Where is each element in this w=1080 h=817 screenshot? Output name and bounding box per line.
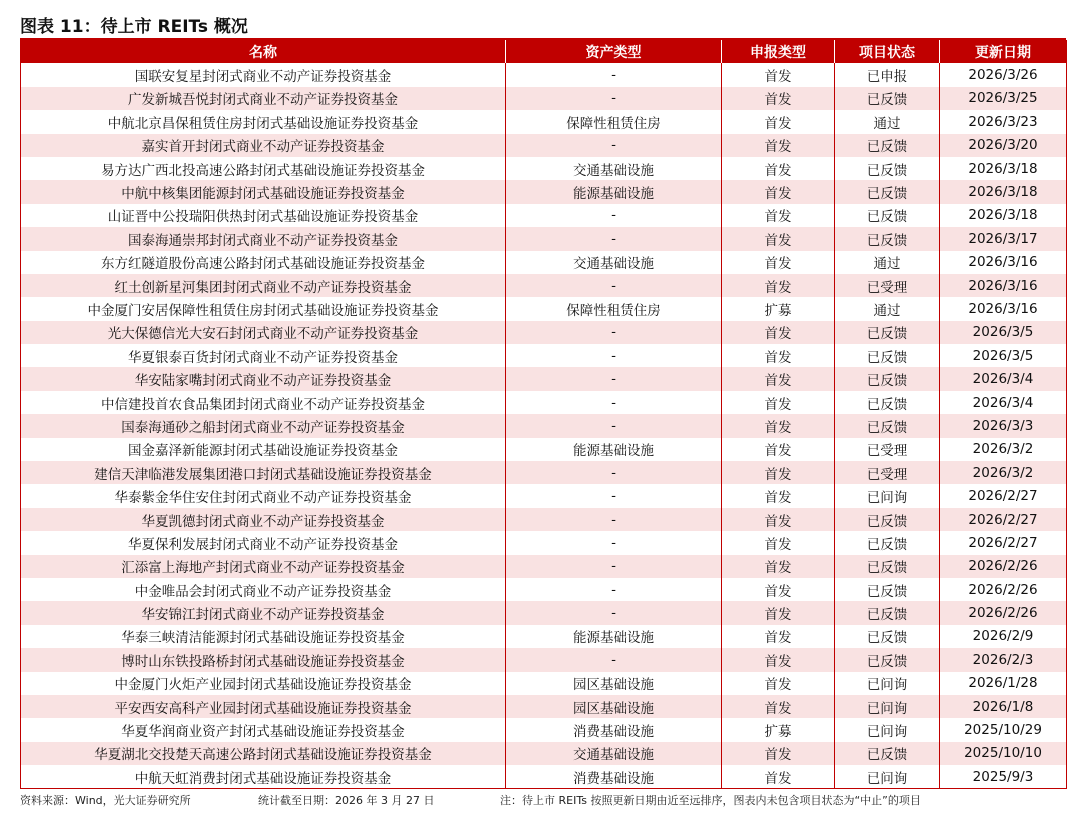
cell-name: 华夏湖北交投楚天高速公路封闭式基础设施证券投资基金 xyxy=(21,742,506,765)
table-row xyxy=(21,204,1067,227)
table-row xyxy=(21,251,1067,274)
cell-name: 汇添富上海地产封闭式商业不动产证券投资基金 xyxy=(21,555,506,578)
cell-filing-type: 首发 xyxy=(722,648,835,671)
cell-asset-type: - xyxy=(506,461,722,484)
cell-name: 中航北京昌保租赁住房封闭式基础设施证券投资基金 xyxy=(21,110,506,133)
cell-name: 华泰紫金华住安住封闭式商业不动产证券投资基金 xyxy=(21,484,506,507)
cell-update-date: 2025/10/10 xyxy=(940,742,1067,765)
cell-name: 国金嘉泽新能源封闭式基础设施证券投资基金 xyxy=(21,438,506,461)
cell-name: 华夏保利发展封闭式商业不动产证券投资基金 xyxy=(21,531,506,554)
table-row xyxy=(21,157,1067,180)
cell-update-date: 2026/2/27 xyxy=(940,508,1067,531)
cell-name: 东方红隧道股份高速公路封闭式基础设施证券投资基金 xyxy=(21,251,506,274)
header-col-update-date: 更新日期 xyxy=(940,40,1067,63)
table-row xyxy=(21,367,1067,390)
cell-update-date: 2026/3/5 xyxy=(940,344,1067,367)
cell-filing-type: 首发 xyxy=(722,87,835,110)
cell-asset-type: - xyxy=(506,601,722,624)
footer-source: 资料来源：Wind，光大证券研究所 xyxy=(20,794,191,807)
table-row xyxy=(21,508,1067,531)
cell-status: 已反馈 xyxy=(835,578,940,601)
cell-name: 国泰海通崇邦封闭式商业不动产证券投资基金 xyxy=(21,227,506,250)
cell-update-date: 2026/2/26 xyxy=(940,578,1067,601)
cell-filing-type: 首发 xyxy=(722,461,835,484)
footer-cutoff: 统计截至日期：2026 年 3 月 27 日 xyxy=(258,794,435,807)
cell-update-date: 2026/2/27 xyxy=(940,531,1067,554)
table-row xyxy=(21,321,1067,344)
cell-name: 广发新城吾悦封闭式商业不动产证券投资基金 xyxy=(21,87,506,110)
table-row xyxy=(21,180,1067,203)
table-row xyxy=(21,601,1067,624)
cell-name: 华夏凯德封闭式商业不动产证券投资基金 xyxy=(21,508,506,531)
cell-status: 已反馈 xyxy=(835,508,940,531)
cell-status: 已受理 xyxy=(835,438,940,461)
table-row xyxy=(21,344,1067,367)
cell-filing-type: 首发 xyxy=(722,180,835,203)
table-row xyxy=(21,414,1067,437)
cell-status: 已反馈 xyxy=(835,648,940,671)
table-row xyxy=(21,742,1067,765)
cell-status: 已问询 xyxy=(835,695,940,718)
cell-filing-type: 首发 xyxy=(722,508,835,531)
cell-update-date: 2025/10/29 xyxy=(940,718,1067,741)
cell-status: 已问询 xyxy=(835,484,940,507)
cell-update-date: 2026/2/26 xyxy=(940,555,1067,578)
cell-asset-type: 交通基础设施 xyxy=(506,157,722,180)
header-row xyxy=(21,40,1067,63)
cell-asset-type: - xyxy=(506,134,722,157)
cell-asset-type: 能源基础设施 xyxy=(506,438,722,461)
cell-update-date: 2026/2/3 xyxy=(940,648,1067,671)
table-header xyxy=(21,40,1067,63)
table-row xyxy=(21,555,1067,578)
cell-update-date: 2026/2/9 xyxy=(940,625,1067,648)
cell-status: 已问询 xyxy=(835,765,940,788)
cell-update-date: 2026/3/23 xyxy=(940,110,1067,133)
figure-title: 图表 11：待上市 REITs 概况 xyxy=(20,17,248,37)
cell-update-date: 2026/3/2 xyxy=(940,461,1067,484)
cell-update-date: 2026/3/16 xyxy=(940,274,1067,297)
cell-status: 已问询 xyxy=(835,672,940,695)
cell-filing-type: 首发 xyxy=(722,625,835,648)
cell-name: 华夏华润商业资产封闭式基础设施证券投资基金 xyxy=(21,718,506,741)
cell-name: 中金厦门火炬产业园封闭式基础设施证券投资基金 xyxy=(21,672,506,695)
header-col-status: 项目状态 xyxy=(835,40,940,63)
table-row xyxy=(21,484,1067,507)
cell-asset-type: - xyxy=(506,227,722,250)
cell-update-date: 2026/3/5 xyxy=(940,321,1067,344)
table-body xyxy=(21,63,1067,788)
cell-asset-type: 消费基础设施 xyxy=(506,718,722,741)
table-row xyxy=(21,63,1067,86)
table-row xyxy=(21,134,1067,157)
footer-note: 注：待上市 REITs 按照更新日期由近至远排序，图表内未包含项目状态为“中止”的项目 xyxy=(500,794,921,807)
reits-table xyxy=(20,40,1067,789)
table-row xyxy=(21,227,1067,250)
cell-update-date: 2025/9/3 xyxy=(940,765,1067,788)
cell-name: 华安陆家嘴封闭式商业不动产证券投资基金 xyxy=(21,367,506,390)
cell-filing-type: 首发 xyxy=(722,274,835,297)
cell-update-date: 2026/3/3 xyxy=(940,414,1067,437)
cell-filing-type: 首发 xyxy=(722,765,835,788)
cell-asset-type: 保障性租赁住房 xyxy=(506,110,722,133)
cell-asset-type: - xyxy=(506,204,722,227)
cell-status: 已受理 xyxy=(835,274,940,297)
table-row xyxy=(21,461,1067,484)
cell-filing-type: 首发 xyxy=(722,157,835,180)
cell-asset-type: 园区基础设施 xyxy=(506,695,722,718)
cell-status: 已受理 xyxy=(835,461,940,484)
cell-filing-type: 首发 xyxy=(722,414,835,437)
cell-update-date: 2026/2/27 xyxy=(940,484,1067,507)
cell-asset-type: 消费基础设施 xyxy=(506,765,722,788)
cell-status: 通过 xyxy=(835,251,940,274)
cell-name: 红土创新星河集团封闭式商业不动产证券投资基金 xyxy=(21,274,506,297)
table-row xyxy=(21,110,1067,133)
cell-name: 嘉实首开封闭式商业不动产证券投资基金 xyxy=(21,134,506,157)
table-row xyxy=(21,695,1067,718)
cell-asset-type: - xyxy=(506,648,722,671)
table-row xyxy=(21,391,1067,414)
table-row xyxy=(21,718,1067,741)
cell-filing-type: 扩募 xyxy=(722,297,835,320)
cell-update-date: 2026/3/18 xyxy=(940,204,1067,227)
cell-status: 已反馈 xyxy=(835,321,940,344)
cell-update-date: 2026/1/28 xyxy=(940,672,1067,695)
cell-name: 建信天津临港发展集团港口封闭式基础设施证券投资基金 xyxy=(21,461,506,484)
cell-update-date: 2026/3/20 xyxy=(940,134,1067,157)
cell-status: 已反馈 xyxy=(835,742,940,765)
cell-status: 已反馈 xyxy=(835,367,940,390)
cell-filing-type: 首发 xyxy=(722,391,835,414)
cell-status: 已反馈 xyxy=(835,344,940,367)
cell-name: 光大保德信光大安石封闭式商业不动产证券投资基金 xyxy=(21,321,506,344)
cell-asset-type: - xyxy=(506,87,722,110)
cell-name: 华安锦江封闭式商业不动产证券投资基金 xyxy=(21,601,506,624)
cell-asset-type: - xyxy=(506,484,722,507)
table-row xyxy=(21,578,1067,601)
cell-asset-type: 能源基础设施 xyxy=(506,180,722,203)
cell-update-date: 2026/3/18 xyxy=(940,157,1067,180)
cell-name: 山证晋中公投瑞阳供热封闭式基础设施证券投资基金 xyxy=(21,204,506,227)
cell-name: 中航中核集团能源封闭式基础设施证券投资基金 xyxy=(21,180,506,203)
cell-asset-type: 保障性租赁住房 xyxy=(506,297,722,320)
table-row xyxy=(21,274,1067,297)
cell-update-date: 2026/3/2 xyxy=(940,438,1067,461)
cell-filing-type: 首发 xyxy=(722,321,835,344)
cell-asset-type: 能源基础设施 xyxy=(506,625,722,648)
cell-filing-type: 首发 xyxy=(722,531,835,554)
cell-filing-type: 首发 xyxy=(722,204,835,227)
cell-name: 国联安复星封闭式商业不动产证券投资基金 xyxy=(21,63,506,86)
cell-asset-type: - xyxy=(506,63,722,86)
cell-name: 中金厦门安居保障性租赁住房封闭式基础设施证券投资基金 xyxy=(21,297,506,320)
cell-status: 已反馈 xyxy=(835,157,940,180)
cell-asset-type: 交通基础设施 xyxy=(506,251,722,274)
cell-filing-type: 首发 xyxy=(722,695,835,718)
cell-status: 已反馈 xyxy=(835,414,940,437)
table-row xyxy=(21,438,1067,461)
header-col-name: 名称 xyxy=(21,40,506,63)
cell-status: 已反馈 xyxy=(835,391,940,414)
cell-status: 通过 xyxy=(835,297,940,320)
cell-filing-type: 首发 xyxy=(722,578,835,601)
cell-asset-type: - xyxy=(506,321,722,344)
cell-status: 已反馈 xyxy=(835,601,940,624)
table-row xyxy=(21,672,1067,695)
cell-asset-type: - xyxy=(506,508,722,531)
cell-filing-type: 首发 xyxy=(722,672,835,695)
cell-status: 已反馈 xyxy=(835,204,940,227)
table-row xyxy=(21,531,1067,554)
cell-filing-type: 首发 xyxy=(722,110,835,133)
cell-asset-type: - xyxy=(506,531,722,554)
cell-name: 国泰海通砂之船封闭式商业不动产证券投资基金 xyxy=(21,414,506,437)
cell-filing-type: 首发 xyxy=(722,438,835,461)
cell-update-date: 2026/3/16 xyxy=(940,297,1067,320)
cell-filing-type: 首发 xyxy=(722,63,835,86)
table-row xyxy=(21,625,1067,648)
cell-name: 中航天虹消费封闭式基础设施证券投资基金 xyxy=(21,765,506,788)
cell-update-date: 2026/3/26 xyxy=(940,63,1067,86)
cell-filing-type: 首发 xyxy=(722,344,835,367)
cell-asset-type: 交通基础设施 xyxy=(506,742,722,765)
cell-update-date: 2026/2/26 xyxy=(940,601,1067,624)
cell-name: 平安西安高科产业园封闭式基础设施证券投资基金 xyxy=(21,695,506,718)
cell-update-date: 2026/3/25 xyxy=(940,87,1067,110)
cell-filing-type: 首发 xyxy=(722,484,835,507)
cell-filing-type: 首发 xyxy=(722,601,835,624)
cell-name: 中金唯品会封闭式商业不动产证券投资基金 xyxy=(21,578,506,601)
cell-name: 易方达广西北投高速公路封闭式基础设施证券投资基金 xyxy=(21,157,506,180)
cell-status: 已申报 xyxy=(835,63,940,86)
cell-asset-type: - xyxy=(506,344,722,367)
cell-asset-type: 园区基础设施 xyxy=(506,672,722,695)
cell-update-date: 2026/3/4 xyxy=(940,391,1067,414)
cell-status: 通过 xyxy=(835,110,940,133)
header-col-filing-type: 申报类型 xyxy=(722,40,835,63)
cell-update-date: 2026/3/17 xyxy=(940,227,1067,250)
cell-status: 已反馈 xyxy=(835,531,940,554)
cell-update-date: 2026/3/16 xyxy=(940,251,1067,274)
cell-asset-type: - xyxy=(506,555,722,578)
table-row xyxy=(21,297,1067,320)
cell-asset-type: - xyxy=(506,578,722,601)
cell-status: 已反馈 xyxy=(835,227,940,250)
table-row xyxy=(21,87,1067,110)
cell-name: 博时山东铁投路桥封闭式基础设施证券投资基金 xyxy=(21,648,506,671)
cell-update-date: 2026/1/8 xyxy=(940,695,1067,718)
cell-update-date: 2026/3/18 xyxy=(940,180,1067,203)
cell-status: 已反馈 xyxy=(835,555,940,578)
header-col-asset-type: 资产类型 xyxy=(506,40,722,63)
cell-filing-type: 首发 xyxy=(722,555,835,578)
cell-status: 已反馈 xyxy=(835,134,940,157)
cell-status: 已反馈 xyxy=(835,625,940,648)
cell-filing-type: 首发 xyxy=(722,367,835,390)
cell-status: 已反馈 xyxy=(835,180,940,203)
cell-asset-type: - xyxy=(506,367,722,390)
cell-asset-type: - xyxy=(506,391,722,414)
cell-name: 中信建投首农食品集团封闭式商业不动产证券投资基金 xyxy=(21,391,506,414)
cell-name: 华泰三峡清洁能源封闭式基础设施证券投资基金 xyxy=(21,625,506,648)
cell-status: 已问询 xyxy=(835,718,940,741)
cell-filing-type: 扩募 xyxy=(722,718,835,741)
table-row xyxy=(21,648,1067,671)
cell-filing-type: 首发 xyxy=(722,742,835,765)
table-row xyxy=(21,765,1067,788)
cell-asset-type: - xyxy=(506,414,722,437)
cell-asset-type: - xyxy=(506,274,722,297)
cell-filing-type: 首发 xyxy=(722,251,835,274)
cell-filing-type: 首发 xyxy=(722,227,835,250)
cell-update-date: 2026/3/4 xyxy=(940,367,1067,390)
cell-name: 华夏银泰百货封闭式商业不动产证券投资基金 xyxy=(21,344,506,367)
cell-status: 已反馈 xyxy=(835,87,940,110)
cell-filing-type: 首发 xyxy=(722,134,835,157)
